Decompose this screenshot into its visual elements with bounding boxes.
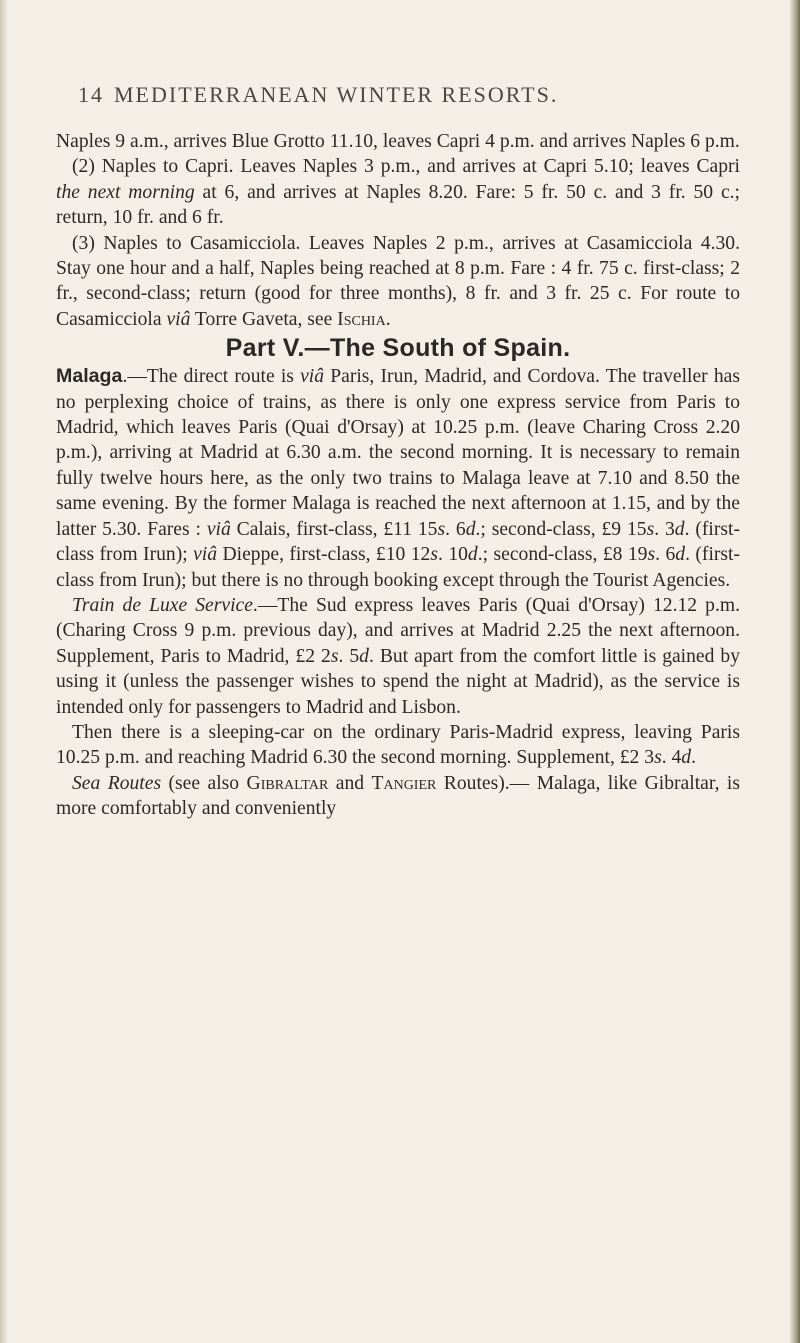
text-run: Then there is a sleeping-car on the ordinary Paris-Madrid express, leaving Paris 10.25 p.m. and reaching Madrid 6.30 the second morning. Supplement, £2 3 — [56, 721, 740, 769]
text-run: .; second-class, £8 19 — [477, 544, 648, 566]
italic-text: d — [359, 645, 369, 667]
text-run: Dieppe, first-class, £10 12 — [217, 544, 431, 566]
text-run: . (first-class from Irun); — [56, 518, 740, 566]
italic-text: s — [654, 747, 662, 769]
page-edge-right — [790, 0, 800, 1343]
text-run: Torre Gaveta, see — [190, 308, 338, 330]
text-run: Part V.—The South of Spain. — [225, 334, 571, 363]
small-caps-text: Tangier — [371, 772, 437, 794]
italic-text: Sea Routes — [72, 772, 162, 794]
text-run: and — [328, 772, 372, 794]
italic-text: d — [675, 544, 686, 566]
italic-text: viâ — [206, 518, 231, 540]
text-run: (see also — [161, 772, 247, 794]
text-run: Naples 9 a.m., arrives Blue Grotto 11.10, leaves Capri 4 p.m. and arrives Naples 6 p.m. — [56, 131, 740, 152]
text-run: . — [385, 308, 391, 330]
part-heading — [56, 332, 740, 364]
text-run: .—The Sud express leaves Paris (Quai d'Orsay) 12.12 p.m. (Charing Cross 9 p.m. previous day), and arrives at Madrid 2.25 the next afternoon. Supplement, Paris to Madrid, £2 2 — [56, 594, 740, 667]
italic-text: the next morning — [56, 181, 195, 203]
text-run: . (first-class from Irun); but there is no through booking except through the Tourist Agencies. — [56, 544, 741, 591]
italic-text: viâ — [193, 544, 218, 566]
text-run: . 10 — [437, 544, 468, 566]
text-run: . 4 — [661, 747, 682, 769]
text-run: (3) Naples to Casamicciola. Leaves Naples 2 p.m., arrives at Casamicciola 4.30. Stay one hour and a half, Naples being reached at 8 p.m. Fare : 4 fr. 75 c. first-class; 2 fr., second-class; return (good for three months), 8 fr. and 3 fr. 25 c. For route to Casamicciola — [56, 232, 740, 330]
paragraph — [56, 593, 740, 720]
page-number: 14 — [78, 82, 104, 107]
text-run: .; second-class, £9 15 — [475, 518, 647, 540]
italic-text: d — [465, 518, 476, 540]
italic-text: s — [330, 645, 339, 667]
text-run: (2) Naples to Capri. Leaves Naples 3 p.m., and arrives at Capri 5.10; leaves Capri — [72, 156, 740, 178]
body-text — [56, 129, 740, 822]
text-run: . 6 — [655, 544, 676, 566]
paragraph — [56, 129, 740, 154]
text-run: . 5 — [338, 645, 360, 667]
italic-text: Train de Luxe Service — [72, 594, 253, 616]
text-run: . But apart from the comfort little is gained by using it (unless the passenger wishes to spend the night at Madrid), as the service is intended only for passengers to Madrid and Lisbon. — [56, 645, 740, 718]
paragraph — [56, 154, 740, 230]
paragraph — [56, 771, 740, 822]
italic-text: d — [674, 518, 685, 540]
text-run: at 6, and arrives at Naples 8.20. Fare: 5 fr. 50 c. and 3 fr. 50 c.; return, 10 fr. and 6 fr. — [56, 181, 740, 229]
italic-text: viâ — [166, 308, 191, 330]
paragraph — [56, 720, 740, 771]
page-edge-left — [0, 0, 8, 1343]
italic-text: s — [647, 544, 656, 566]
running-title: MEDITERRANEAN WINTER RESORTS. — [114, 82, 559, 107]
text-run: Calais, first-class, £11 15 — [230, 518, 438, 540]
paragraph — [56, 364, 740, 593]
text-run: . 3 — [654, 518, 675, 540]
italic-text: s — [646, 518, 655, 540]
italic-text: viâ — [300, 366, 325, 388]
bold-lead-word: Malaga — [56, 365, 123, 388]
italic-text: s — [430, 544, 438, 566]
italic-text: s — [437, 518, 446, 540]
text-run: . 6 — [445, 518, 466, 540]
small-caps-text: Gibraltar — [246, 772, 329, 794]
text-run: . — [691, 747, 696, 769]
text-run: Paris, Irun, Madrid, and Cordova. The traveller has no perplexing choice of trains, as there is only one express service from Paris to Madrid, which leaves Paris (Quai d'Orsay) at 10.25 p.m. (leave Charing Cross 2.20 p.m.), arriving at Madrid at 6.30 a.m. the second morning. It is necessary to remain fully twelve hours here, as the only two trains to Malaga leave at 7.10 and 8.50 the same evening. By the former Malaga is reached the next afternoon at 1.15, and by the latter 5.30. Fares : — [56, 366, 740, 540]
italic-text: d — [681, 747, 692, 769]
italic-text: d — [467, 544, 478, 566]
paragraph — [56, 231, 740, 333]
text-run: Routes).— Malaga, like Gibraltar, is more comfortably and conveniently — [56, 772, 740, 820]
small-caps-text: Ischia — [337, 308, 386, 330]
text-run: .—The direct route is — [122, 366, 301, 388]
